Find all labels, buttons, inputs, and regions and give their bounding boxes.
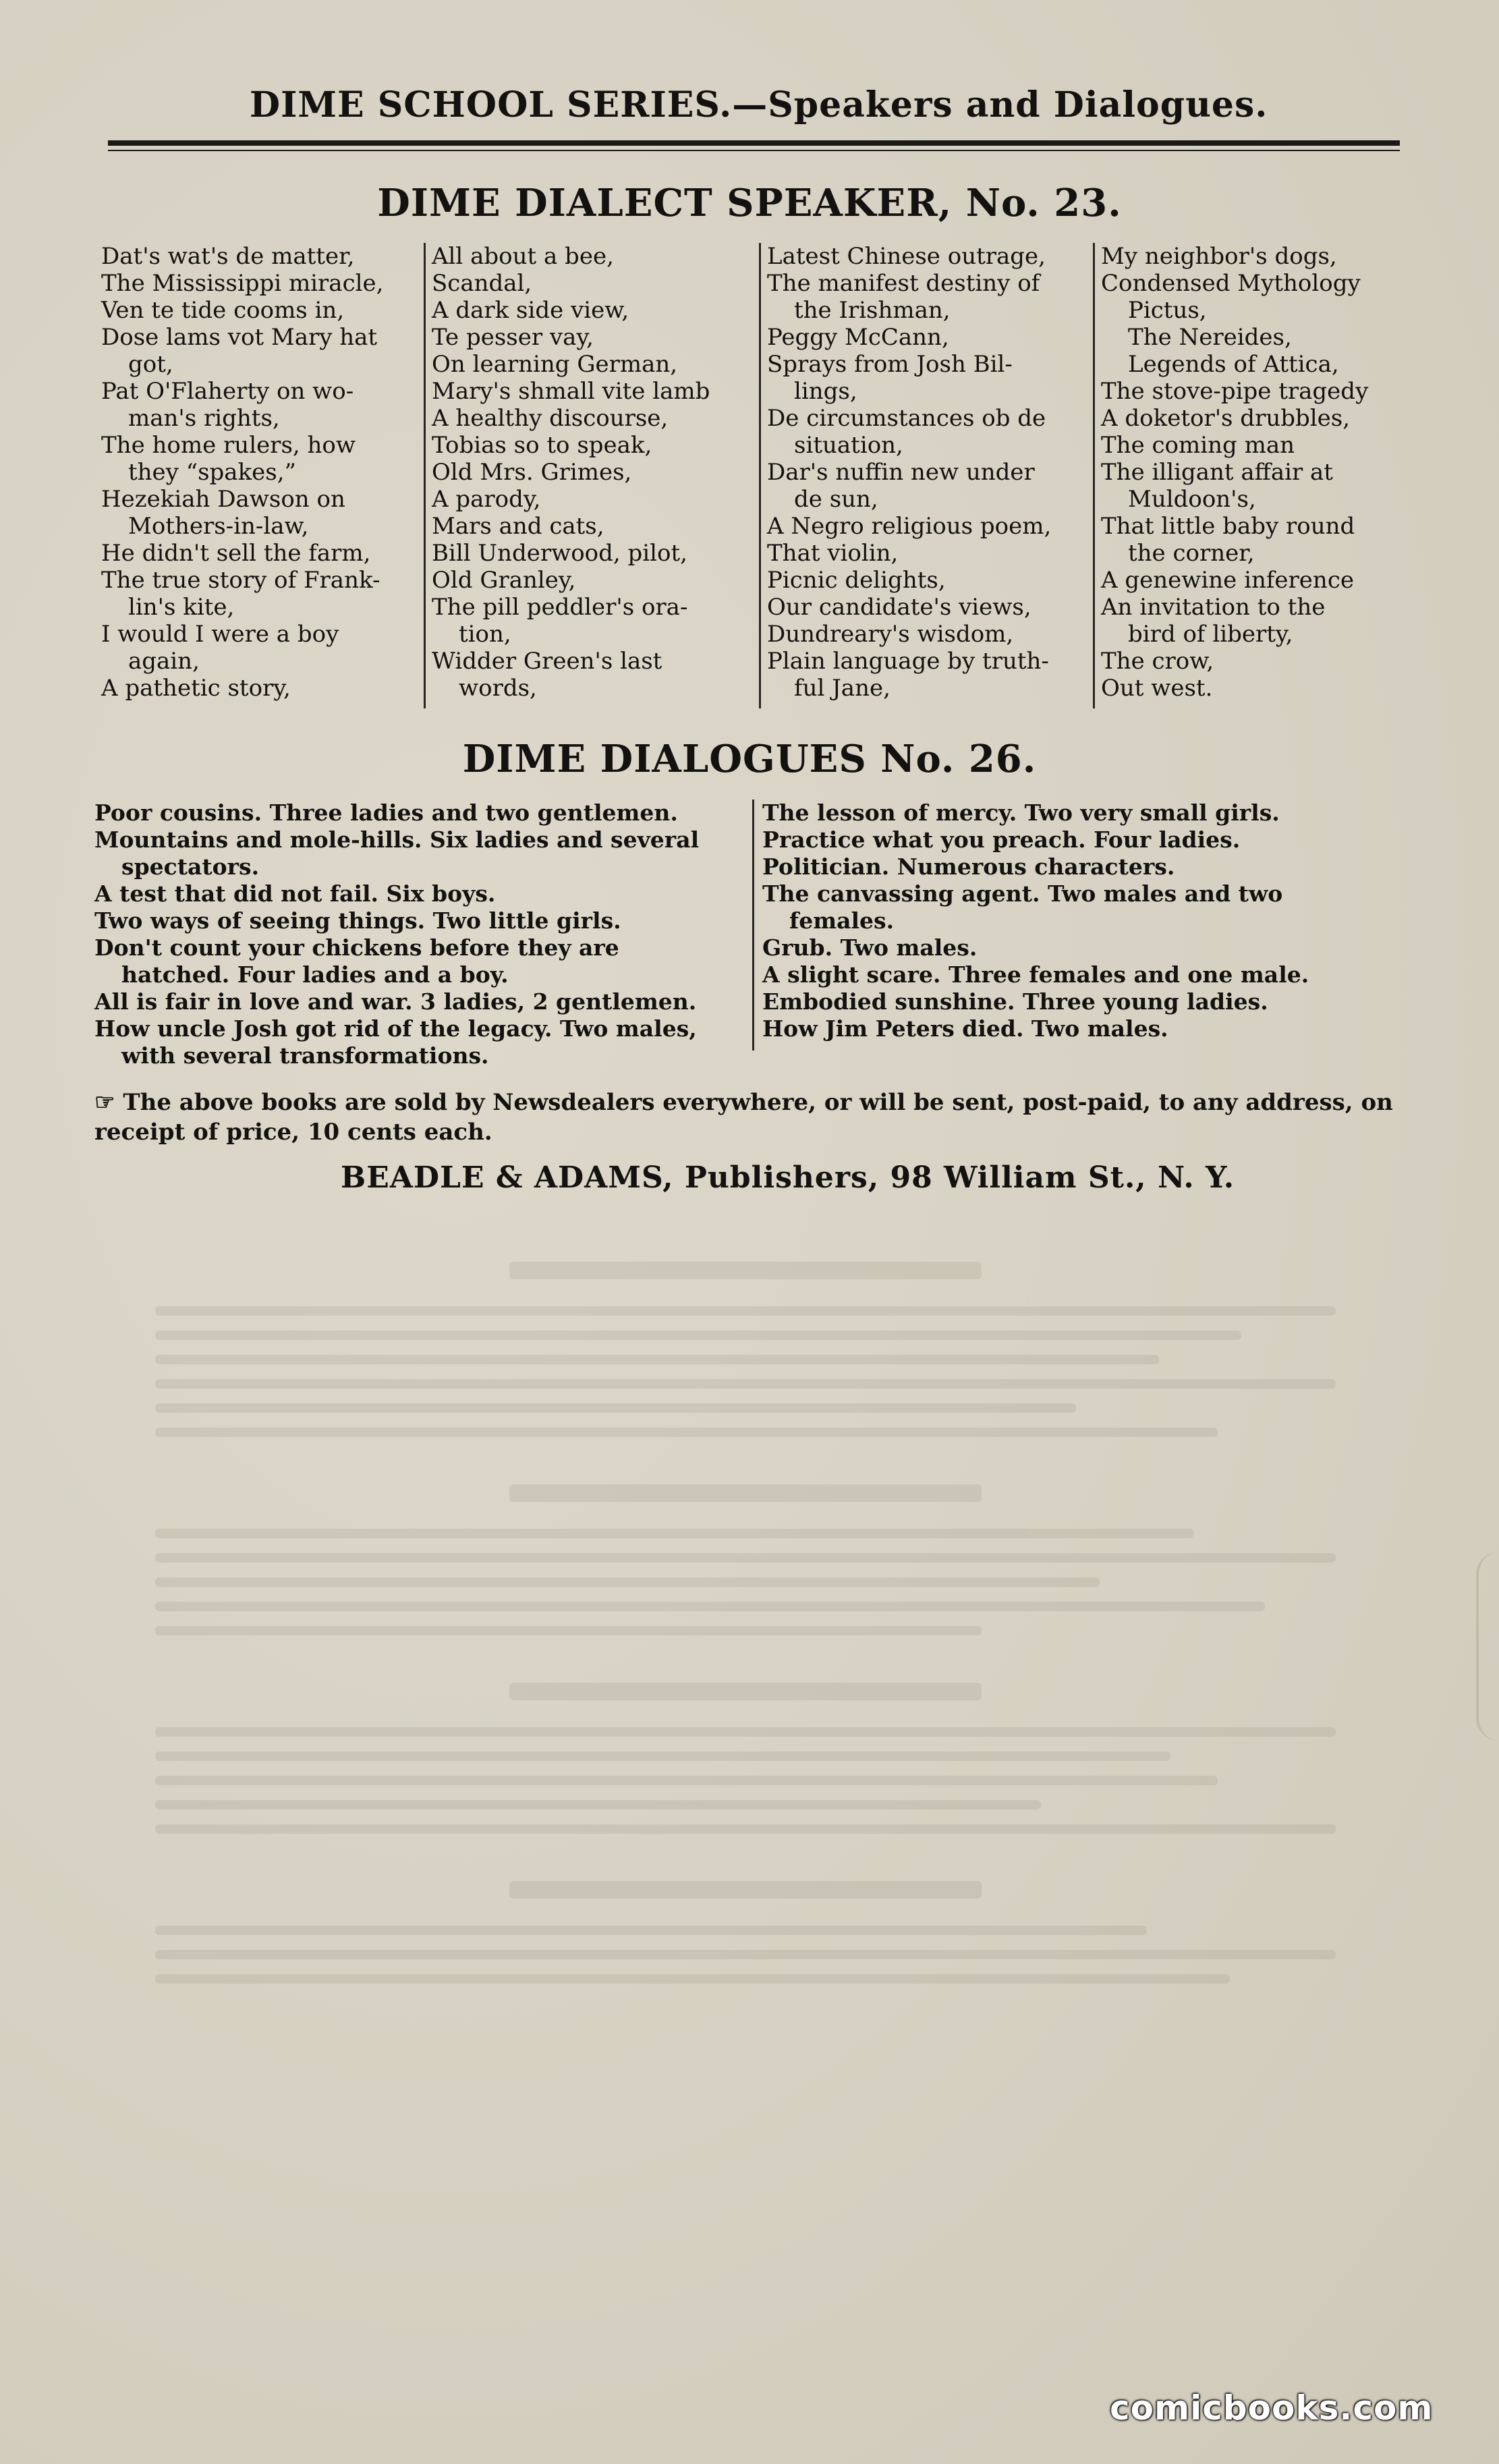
entry-line: The illigant affair at [1101, 459, 1333, 486]
entry-line: How Jim Peters died. Two males. [762, 1015, 1168, 1042]
entry-line: Bill Underwood, pilot, [432, 540, 687, 567]
contents-entry [101, 621, 415, 675]
entry-continuation: got, [128, 351, 173, 378]
contents-entry [432, 459, 756, 486]
entry-line: A slight scare. Three females and one male. [762, 961, 1309, 988]
contents-entry [767, 459, 1090, 513]
entry-continuation: the corner, [1128, 540, 1255, 567]
entry-line: Old Granley, [432, 567, 576, 594]
contents-entry [1101, 648, 1403, 675]
entry-line: Hezekiah Dawson on [101, 486, 345, 513]
entry-line: Practice what you preach. Four ladies. [762, 827, 1241, 853]
contents-entry [432, 270, 756, 297]
entry-continuation: words, [459, 675, 537, 702]
contents-entry [1101, 459, 1403, 513]
contents-entry [432, 486, 756, 513]
contents-entry [101, 675, 415, 702]
contents-entry [101, 567, 415, 621]
contents-entry [94, 907, 742, 934]
publisher-imprint: BEADLE & ADAMS, Publishers, 98 William St., N. Y. [341, 1160, 1235, 1195]
entry-line: On learning German, [432, 351, 678, 378]
entry-line: The stove-pipe tragedy [1101, 378, 1369, 405]
entry-line: Pat O'Flaherty on wo- [101, 378, 354, 405]
entry-continuation: the Irishman, [794, 297, 951, 324]
speaker-column-4 [1101, 243, 1403, 715]
entry-line: That violin, [767, 540, 899, 567]
entry-line: How uncle Josh got rid of the legacy. Two males, [94, 1015, 697, 1042]
entry-continuation: hatched. Four ladies and a boy. [121, 961, 509, 988]
entry-continuation: they “spakes,” [128, 459, 296, 486]
dialogues-contents [94, 800, 1407, 1069]
contents-entry [432, 324, 756, 351]
speaker-column-1 [101, 243, 415, 715]
entry-line: Te pesser vay, [432, 324, 594, 351]
entry-continuation: situation, [794, 432, 903, 459]
entry-continuation: man's rights, [128, 405, 280, 432]
entry-line: Dose lams vot Mary hat [101, 324, 378, 351]
contents-entry [767, 567, 1090, 594]
entry-continuation: with several transformations. [121, 1042, 489, 1069]
entry-continuation: ful Jane, [794, 675, 890, 702]
entry-line: A Negro religious poem, [767, 513, 1052, 540]
header-rule [108, 140, 1400, 146]
contents-entry [432, 540, 756, 567]
entry-line: Mary's shmall vite lamb [432, 378, 710, 405]
entry-line: Don't count your chickens before they are [94, 934, 619, 961]
contents-entry [1101, 405, 1403, 432]
entry-line: Widder Green's last [432, 648, 662, 675]
contents-entry [94, 827, 742, 880]
contents-entry [1101, 378, 1403, 405]
entry-line: A dark side view, [432, 297, 629, 324]
contents-entry [767, 405, 1090, 459]
contents-entry [94, 934, 742, 988]
entry-line: A doketor's drubbles, [1101, 405, 1351, 432]
entry-line: A test that did not fail. Six boys. [94, 880, 496, 907]
distribution-notice: ☞ The above books are sold by Newsdealers everywhere, or will be sent, post-paid, to any address, on receipt of price, 10 cents each. [94, 1089, 1393, 1146]
entry-line: Mars and cats, [432, 513, 604, 540]
contents-entry [101, 432, 415, 486]
entry-line: Politician. Numerous characters. [762, 853, 1175, 880]
entry-continuation: again, [128, 648, 200, 675]
entry-continuation: bird of liberty, [1128, 621, 1293, 648]
entry-continuation: spectators. [121, 853, 260, 880]
contents-entry [1101, 243, 1403, 270]
contents-entry [432, 297, 756, 324]
contents-entry [767, 243, 1090, 270]
entry-line: Dar's nuffin new under [767, 459, 1035, 486]
entry-continuation: The Nereides, [1128, 324, 1292, 351]
contents-entry [767, 594, 1090, 621]
contents-entry [767, 513, 1090, 540]
contents-entry [101, 297, 415, 324]
contents-entry [94, 988, 742, 1015]
contents-entry [432, 243, 756, 270]
contents-entry [762, 1015, 1407, 1042]
entry-line: All is fair in love and war. 3 ladies, 2 gentlemen. [94, 988, 697, 1015]
contents-entry [432, 351, 756, 378]
contents-entry [101, 378, 415, 432]
contents-entry [762, 800, 1407, 827]
dialogues-column-2 [762, 800, 1407, 1042]
entry-continuation: lings, [794, 378, 857, 405]
contents-entry [101, 270, 415, 297]
column-divider [752, 800, 754, 1051]
entry-line: Two ways of seeing things. Two little girls. [94, 907, 621, 934]
entry-line: My neighbor's dogs, [1101, 243, 1337, 270]
contents-entry [1101, 324, 1403, 351]
contents-entry [432, 405, 756, 432]
entry-line: The Mississippi miracle, [101, 270, 384, 297]
entry-line: The home rulers, how [101, 432, 356, 459]
speaker-column-3 [767, 243, 1090, 715]
entry-line: The true story of Frank- [101, 567, 380, 594]
entry-continuation: de sun, [794, 486, 878, 513]
entry-line: Sprays from Josh Bil- [767, 351, 1013, 378]
entry-line: Latest Chinese outrage, [767, 243, 1046, 270]
entry-line: Picnic delights, [767, 567, 946, 594]
contents-entry [1101, 594, 1403, 648]
entry-line: He didn't sell the farm, [101, 540, 371, 567]
contents-entry [762, 827, 1407, 853]
entry-line: A pathetic story, [101, 675, 291, 702]
contents-entry [767, 351, 1090, 405]
entry-line: Condensed Mythology [1101, 270, 1361, 297]
entry-continuation: Mothers-in-law, [128, 513, 309, 540]
entry-line: The crow, [1101, 648, 1214, 675]
contents-entry [432, 378, 756, 405]
contents-entry [762, 934, 1407, 961]
contents-entry [432, 648, 756, 702]
contents-entry [432, 513, 756, 540]
entry-line: Dat's wat's de matter, [101, 243, 355, 270]
entry-line: Embodied sunshine. Three young ladies. [762, 988, 1268, 1015]
column-divider [424, 243, 426, 708]
entry-line: An invitation to the [1101, 594, 1326, 621]
entry-line: The manifest destiny of [767, 270, 1040, 297]
entry-continuation: lin's kite, [128, 594, 235, 621]
dialogues-title: DIME DIALOGUES No. 26. [462, 737, 1037, 781]
contents-entry [1101, 351, 1403, 378]
contents-entry [94, 1015, 742, 1069]
contents-entry [767, 270, 1090, 324]
entry-line: The canvassing agent. Two males and two [762, 880, 1283, 907]
contents-entry [94, 880, 742, 907]
page-edge [1476, 1552, 1499, 1741]
contents-entry [1101, 567, 1403, 594]
entry-line: Grub. Two males. [762, 934, 978, 961]
entry-line: Dundreary's wisdom, [767, 621, 1014, 648]
contents-entry [762, 853, 1407, 880]
contents-entry [1101, 513, 1403, 567]
entry-line: Poor cousins. Three ladies and two gentlemen. [94, 800, 678, 826]
speaker-title: DIME DIALECT SPEAKER, No. 23. [377, 181, 1122, 225]
contents-entry [94, 800, 742, 827]
contents-entry [767, 324, 1090, 351]
contents-entry [101, 486, 415, 540]
entry-continuation: Muldoon's, [1128, 486, 1256, 513]
entry-continuation: tion, [459, 621, 511, 648]
entry-line: The lesson of mercy. Two very small girls. [762, 800, 1280, 826]
contents-entry [101, 540, 415, 567]
column-divider [759, 243, 761, 708]
contents-entry [432, 432, 756, 459]
contents-entry [1101, 432, 1403, 459]
entry-line: Mountains and mole-hills. Six ladies and several [94, 827, 700, 853]
header-rule-thin [108, 150, 1400, 151]
contents-entry [432, 594, 756, 648]
contents-entry [762, 880, 1407, 934]
entry-line: I would I were a boy [101, 621, 339, 648]
entry-line: Plain language by truth- [767, 648, 1049, 675]
entry-line: The pill peddler's ora- [432, 594, 688, 621]
speaker-contents [101, 243, 1403, 715]
column-divider [1093, 243, 1095, 708]
contents-entry [1101, 675, 1403, 702]
speaker-column-2 [432, 243, 756, 715]
contents-entry [767, 540, 1090, 567]
entry-line: The coming man [1101, 432, 1295, 459]
entry-line: All about a bee, [432, 243, 614, 270]
dialogues-column-1 [94, 800, 742, 1069]
entry-line: Ven te tide cooms in, [101, 297, 345, 324]
entry-continuation: Pictus, [1128, 297, 1207, 324]
entry-line: Old Mrs. Grimes, [432, 459, 632, 486]
entry-line: That little baby round [1101, 513, 1355, 540]
entry-line: Scandal, [432, 270, 532, 297]
entry-line: A parody, [432, 486, 541, 513]
contents-entry [432, 567, 756, 594]
entry-line: A healthy discourse, [432, 405, 669, 432]
entry-continuation: Legends of Attica, [1128, 351, 1339, 378]
contents-entry [767, 648, 1090, 702]
entry-line: Peggy McCann, [767, 324, 949, 351]
contents-entry [762, 961, 1407, 988]
contents-entry [767, 621, 1090, 648]
entry-line: Out west. [1101, 675, 1213, 702]
entry-continuation: females. [789, 907, 895, 934]
entry-line: De circumstances ob de [767, 405, 1046, 432]
contents-entry [1101, 297, 1403, 324]
contents-entry [101, 324, 415, 378]
entry-line: Tobias so to speak, [432, 432, 652, 459]
contents-entry [101, 243, 415, 270]
entry-line: Our candidate's views, [767, 594, 1031, 621]
bleed-through-text [155, 1214, 1336, 2294]
entry-line: A genewine inference [1101, 567, 1354, 594]
contents-entry [762, 988, 1407, 1015]
site-watermark: comicbooks.com [1110, 2388, 1434, 2428]
contents-entry [1101, 270, 1403, 297]
series-header: DIME SCHOOL SERIES.—Speakers and Dialogues. [250, 84, 1268, 125]
